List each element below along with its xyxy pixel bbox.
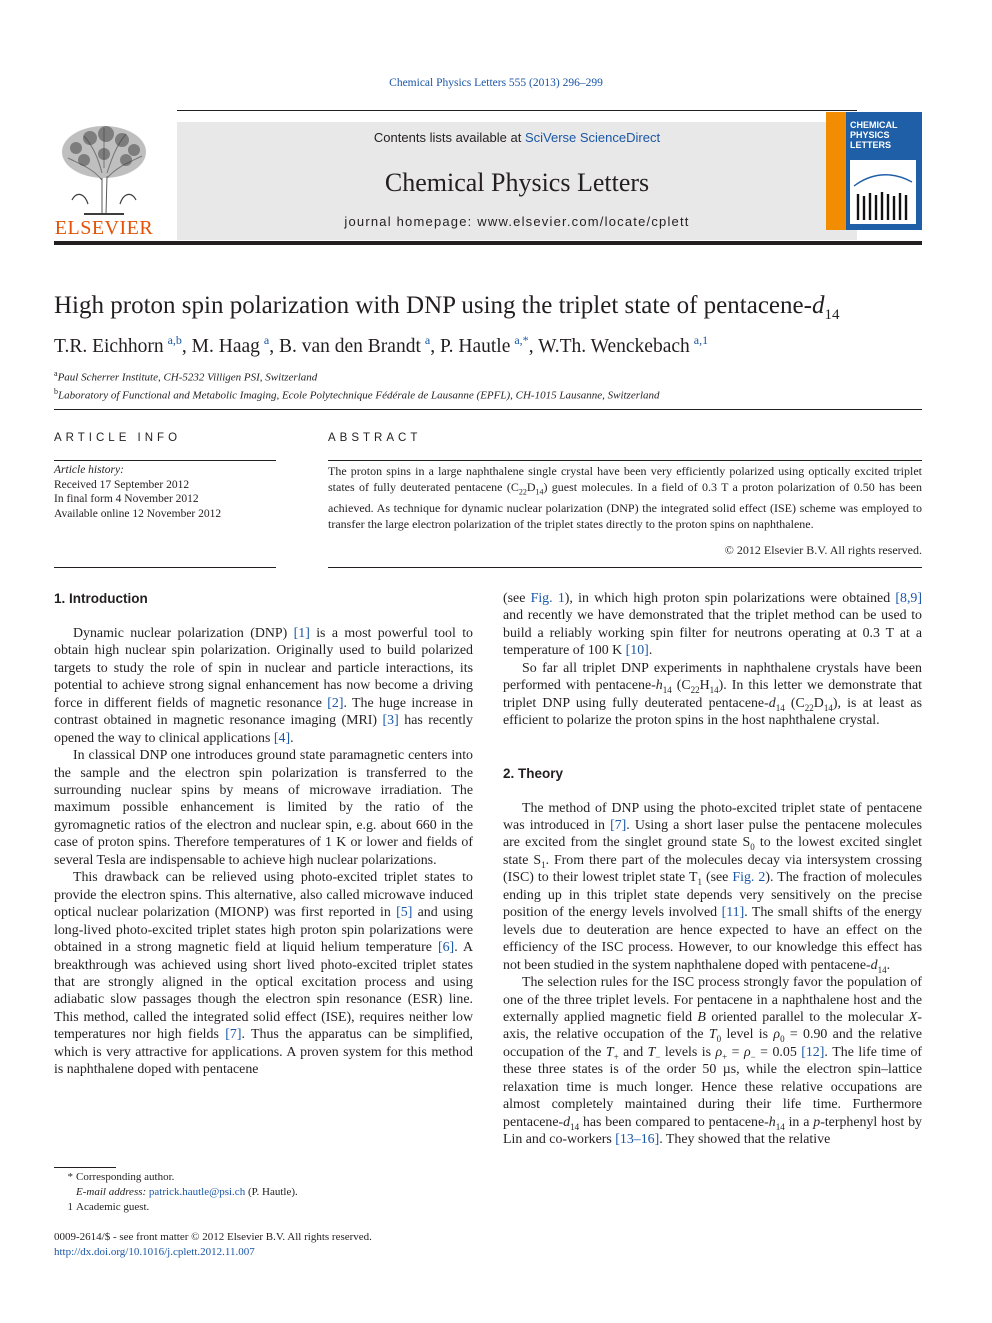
italic-symbol: ρ: [715, 1044, 723, 1060]
author-affiliation-mark[interactable]: a,*: [514, 333, 529, 347]
subscript: 14: [823, 702, 833, 713]
text-run: (see: [503, 591, 531, 606]
author-name[interactable]: B. van den Brandt: [278, 335, 421, 357]
text-run: has recently opened the way to clinical applications: [54, 713, 473, 746]
affiliations: [54, 367, 934, 403]
text-run: -axis, the relative occupation of the: [503, 1010, 922, 1043]
italic-symbol: d: [870, 957, 878, 973]
email-link[interactable]: patrick.hautle@psi.ch: [148, 1186, 246, 1198]
text-run: . They showed that the relative: [659, 1132, 831, 1148]
affiliation-mark: b: [54, 387, 58, 397]
subscript: 14: [775, 702, 785, 713]
homepage-label: journal homepage:: [344, 214, 478, 229]
text-run: The method of DNP using the photo-excited triplet state of pentacene was introduced in: [503, 800, 922, 834]
history-revised: In final form 4 November 2012: [54, 493, 199, 505]
text-run: . The huge increase in contrast obtained in magnetic resonance imaging (MRI): [54, 695, 474, 729]
author[interactable]: [54, 333, 192, 357]
cover-image: [850, 160, 916, 224]
text-run: in a: [784, 1114, 814, 1130]
reference-link[interactable]: [13–16]: [615, 1132, 660, 1148]
abstract-sub: 14: [535, 487, 544, 497]
body-column-left: [54, 590, 473, 1079]
elsevier-logo[interactable]: [54, 118, 154, 238]
text-run: and using long-lived photo-excited triplet states high proton spin polarizations were obtained in a strong magnetic field at liquid helium temperature: [54, 905, 473, 956]
italic-symbol: X: [908, 1010, 918, 1026]
italic-symbol: ρ: [773, 1027, 781, 1043]
footnote-mark: 1: [67, 1201, 73, 1213]
history-label: Article history:: [54, 464, 124, 476]
front-matter: [54, 1230, 654, 1259]
subscript: 1: [697, 877, 702, 888]
subscript: 0: [750, 842, 755, 853]
doi-link[interactable]: http://dx.doi.org/10.1016/j.cplett.2012.11.007: [54, 1245, 255, 1258]
author-name[interactable]: P. Hautle: [439, 335, 511, 357]
reference-link[interactable]: [11]: [721, 905, 745, 921]
contents-prefix: Contents lists available at: [373, 130, 525, 145]
journal-name: Chemical Physics Letters: [384, 168, 650, 197]
text-run: This drawback can be relieved using photo-excited triplet states to provide the electron spins. This alternative, also called microwave induced optical nuclear polarization (MIONP) was first reported in: [54, 870, 473, 921]
text-run: (C: [671, 678, 691, 694]
author-list: [54, 333, 934, 358]
italic-symbol: T: [708, 1027, 717, 1043]
cover-title-line-1: CHEMICAL: [850, 120, 898, 130]
author-affiliation-mark[interactable]: a,1: [693, 333, 709, 347]
cover-spectrum-icon: [850, 160, 916, 224]
author-affiliation-mark[interactable]: a: [424, 333, 431, 347]
cover-orange-band: [826, 112, 846, 230]
reference-link[interactable]: [7]: [225, 1027, 242, 1043]
text-run: Dynamic nuclear polarization (DNP): [73, 625, 294, 641]
text-run: . Using a short laser pulse the pentacene molecules are excited from the singlet ground state S: [503, 818, 922, 851]
author[interactable]: [278, 333, 440, 357]
author-separator: ,: [181, 335, 192, 357]
author[interactable]: [439, 333, 539, 357]
section-heading-theory: 2. Theory: [503, 765, 564, 781]
text-run: ). In this letter we demonstrate that triplet DNP using fully deuterated pentacene-: [503, 678, 922, 711]
spacer: [503, 730, 922, 748]
text-run: (C: [784, 695, 805, 711]
italic-symbol: p: [813, 1114, 821, 1130]
text-run: .: [648, 643, 653, 659]
footnotes: [54, 1170, 473, 1215]
italic-symbol: T: [647, 1044, 656, 1060]
subscript: 22: [804, 702, 814, 713]
issn-line: 0009-2614/$ - see front matter © 2012 Elsevier B.V. All rights reserved.: [54, 1231, 372, 1243]
text-run: =: [727, 1044, 744, 1060]
text-run: D: [813, 695, 824, 711]
text-run: ). The fraction of molecules ending up in this triplet state depends very sensitively on the precise position of the energy levels involved: [503, 870, 923, 921]
reference-link[interactable]: [7]: [610, 818, 627, 834]
reference-link[interactable]: [6]: [437, 940, 455, 956]
article-title: [54, 292, 934, 324]
footnote-corresponding: [54, 1170, 473, 1185]
text-run: and: [618, 1044, 648, 1060]
subscript: 22: [690, 685, 700, 696]
intro-paragraph-3: [54, 869, 473, 1078]
footnote-text: Corresponding author.: [76, 1171, 175, 1183]
author-separator: ,: [269, 335, 279, 357]
text-run: levels is: [660, 1044, 716, 1060]
text-run: (see: [701, 870, 733, 886]
italic-symbol: h: [655, 678, 663, 694]
affiliation-text: Laboratory of Functional and Metabolic Imaging, Ecole Polytechnique Fédérale de Lausanne (EPFL), CH-1015 Lausanne, Switzerland: [58, 389, 660, 402]
title-subscript: 14: [824, 307, 840, 323]
masthead-box: [177, 122, 857, 240]
text-run: The selection rules for the ISC process strongly favor the population of one of the three triplet levels. For pentacene in a naphthalene host and the externally applied magnetic field: [503, 975, 922, 1026]
text-run: . From there part of the molecules decay via intersystem crossing (ISC) to their lowest triplet state T: [503, 852, 922, 886]
article-info-rule-bottom: [54, 567, 276, 568]
elsevier-tree-icon: [54, 118, 154, 216]
reference-link[interactable]: [10]: [625, 643, 649, 659]
author-affiliation-mark[interactable]: a,b: [167, 333, 182, 347]
abstract-rule-bottom: [328, 567, 922, 568]
italic-symbol: ρ: [743, 1044, 751, 1060]
reference-link[interactable]: [12]: [801, 1044, 825, 1060]
cover-title-line-3: LETTERS: [850, 140, 892, 150]
italic-symbol: B: [697, 1010, 706, 1026]
intro-paragraph-1: [54, 625, 473, 747]
author-separator: ,: [430, 335, 440, 357]
italic-symbol: h: [768, 1114, 776, 1130]
author-separator: ,: [528, 335, 539, 357]
article-history: [54, 463, 276, 521]
italic-symbol: d: [768, 695, 776, 711]
intro-paragraph-2: In classical DNP one introduces ground state paramagnetic centers into the sample and the electron spin polarization is transferred to the surrounding nuclear spins by means of microwave irradiation. The maximum possible enhancement is limited by the ratio of the gyromagnetic ratios of the electron and nuclear spin, e.g. about 660 in the case of proton spins. Therefore temperatures of 1 K or lower and fields of several Tesla are indispensable to achieve high nuclear polarizations.: [54, 748, 473, 868]
masthead-rule: [54, 241, 922, 245]
abstract-text: [328, 463, 922, 532]
title-italic: d: [811, 292, 825, 319]
footnote-academic: [54, 1200, 473, 1215]
article-info-heading: ARTICLE INFO: [54, 432, 182, 444]
footnote-mark: *: [67, 1171, 73, 1183]
affiliation-b: [54, 385, 934, 403]
text-run: = 0.90 and the relative occupation of the: [503, 1027, 923, 1060]
text-run: . A breakthrough was achieved using short lived photo-excited triplet states that are strongly aligned in the optical excitation process and using adiabatic slow passages though the electron spin resonance (ESR) line. This method, called the integrated solid effect (ISE), requires neither low temperatures nor high fields: [54, 940, 473, 1043]
text-run: . The small shifts of the energy levels due to deuteration are hence expected to have an effect on the efficiency of the ISC process. However, to our knowledge this effect has not been studied in the system naphthalene doped with pentacene-: [503, 905, 922, 973]
homepage-url[interactable]: www.elsevier.com/locate/cplett: [477, 214, 690, 229]
intro-paragraph-3-continued: [503, 590, 922, 660]
title-text: High proton spin polarization with DNP using the triplet state of pentacene-: [54, 292, 812, 319]
text-run: = 0.05: [755, 1044, 802, 1060]
subscript: 0: [716, 1034, 722, 1045]
email-tail: (P. Hautle).: [245, 1186, 298, 1198]
reference-link[interactable]: [1]: [293, 625, 310, 641]
cover-title: [850, 120, 898, 150]
affiliation-mark: a: [54, 369, 58, 378]
spacer: [54, 607, 473, 625]
subscript: 0: [780, 1034, 785, 1045]
subscript: 14: [775, 1121, 785, 1132]
spacer: [503, 782, 922, 800]
subscript: 14: [877, 964, 887, 975]
subscript: 14: [662, 685, 672, 696]
text-run: So far all triplet DNP experiments in naphthalene crystals have been performed with pentacene-: [503, 660, 922, 694]
italic-symbol: d: [563, 1114, 571, 1130]
text-run: ), is at least as efficient to polarize the proton spins in the host naphthalene crystal.: [503, 695, 923, 729]
affiliation-text: Paul Scherrer Institute, CH-5232 Villigen PSI, Switzerland: [57, 371, 318, 384]
history-online: Available online 12 November 2012: [54, 507, 222, 520]
reference-link[interactable]: [8,9]: [895, 591, 922, 606]
text-run: level is: [721, 1027, 774, 1043]
journal-homepage: [177, 214, 857, 229]
sciencedirect-link[interactable]: SciVerse ScienceDirect: [524, 130, 661, 145]
author[interactable]: [191, 333, 279, 357]
text-run: ), in which high proton spin polarizations were obtained: [564, 591, 896, 606]
reference-link[interactable]: [3]: [382, 713, 399, 729]
article-info-rule-top: [54, 460, 276, 461]
theory-paragraph-1: [503, 800, 922, 975]
journal-citation[interactable]: [0, 77, 992, 89]
author-name[interactable]: W.Th. Wenckebach: [538, 335, 690, 357]
text-run: . Thus the apparatus can be simplified, which is very attractive for applications. A proven system for this method is naphthalene doped with pentacene: [54, 1027, 473, 1078]
citation-link[interactable]: Chemical Physics Letters 555 (2013) 296–299: [389, 77, 603, 89]
abstract-sub: 22: [518, 487, 527, 497]
author-affiliation-mark[interactable]: a: [263, 333, 270, 347]
figure-link[interactable]: Fig. 1: [530, 591, 565, 606]
subscript: −: [655, 1051, 661, 1062]
italic-symbol: T: [605, 1044, 614, 1060]
figure-link[interactable]: Fig. 2: [732, 870, 766, 886]
text-run: .: [886, 957, 891, 973]
subscript: 14: [570, 1121, 580, 1132]
subscript: 14: [709, 685, 719, 696]
text-run: . The life time of these three states is of the order 50 µs, while the electron spin–lattice relaxation time is much longer. Hence these relative occupations are almost completely maintained during their life time. Furthermore pentacene-: [503, 1044, 923, 1130]
reference-link[interactable]: [2]: [327, 695, 344, 711]
text-run: .: [290, 730, 294, 746]
text-run: is a most powerful tool to obtain high nuclear spin polarization. Originally used to build polarized targets to study the role of spin in nuclear and particle interactions, its potential to achieve strong signal enhancement has now become a driving force in different fields of magnetic resonance: [54, 625, 474, 711]
subscript: +: [613, 1051, 619, 1062]
abstract-rule-top: [328, 460, 922, 461]
footnote-text: Academic guest.: [76, 1201, 150, 1213]
author-name[interactable]: M. Haag: [191, 335, 260, 357]
footnote-email: [54, 1185, 473, 1200]
reference-link[interactable]: [4]: [273, 730, 291, 746]
author[interactable]: [538, 333, 709, 357]
subscript: −: [750, 1051, 756, 1062]
spacer: [503, 747, 922, 765]
text-run: to the lowest excited singlet state S: [503, 835, 922, 868]
footnote-rule: [54, 1167, 116, 1168]
history-received: Received 17 September 2012: [54, 478, 190, 491]
abstract-part: ) guest molecules. In a field of 0.3 T a proton polarization of 0.50 has been achieved. As technique for dynamic nuclear polarization (DNP) the integrated solid effect (ISE) scheme was employed to transfer the large electron polarization of the triplet states directly to the proton spins on naphthalene.: [328, 480, 922, 532]
author-name[interactable]: T.R. Eichhorn: [54, 335, 164, 357]
affiliation-rule: [54, 409, 922, 410]
abstract-copyright: © 2012 Elsevier B.V. All rights reserved.: [724, 543, 922, 557]
intro-paragraph-4: [503, 660, 922, 730]
abstract-part: The proton spins in a large naphthalene single crystal have been very efficiently polarized using optically excited triplet states of fully deuterated pentacene (C: [328, 464, 922, 494]
section-heading-introduction: 1. Introduction: [54, 591, 148, 606]
text-run: oriented parallel to the molecular: [705, 1010, 909, 1026]
text-run: -terphenyl host by Lin and co-workers: [503, 1114, 922, 1148]
text-run: and recently we have demonstrated that the triplet method can be used to build a reliably working spin filter for neutrons operating at 0.3 T at a temperature of 100 K: [503, 608, 922, 659]
affiliation-a: [54, 367, 934, 385]
contents-availability: [177, 130, 857, 145]
theory-paragraph-2: [503, 974, 922, 1149]
cover-title-line-2: PHYSICS: [850, 130, 890, 140]
body-column-right: [503, 590, 922, 1149]
subscript: +: [722, 1051, 728, 1062]
abstract-part: D: [526, 480, 536, 494]
masthead: [54, 110, 922, 246]
text-run: has been compared to pentacene-: [579, 1114, 769, 1130]
journal-cover-thumbnail[interactable]: [826, 112, 922, 230]
subscript: 1: [541, 859, 546, 870]
elsevier-wordmark: ELSEVIER: [54, 217, 154, 239]
email-label: E-mail address:: [76, 1186, 149, 1198]
text-run: H: [699, 678, 710, 694]
masthead-top-rule: [177, 110, 857, 111]
reference-link[interactable]: [5]: [396, 905, 413, 921]
abstract-heading: ABSTRACT: [328, 432, 422, 444]
